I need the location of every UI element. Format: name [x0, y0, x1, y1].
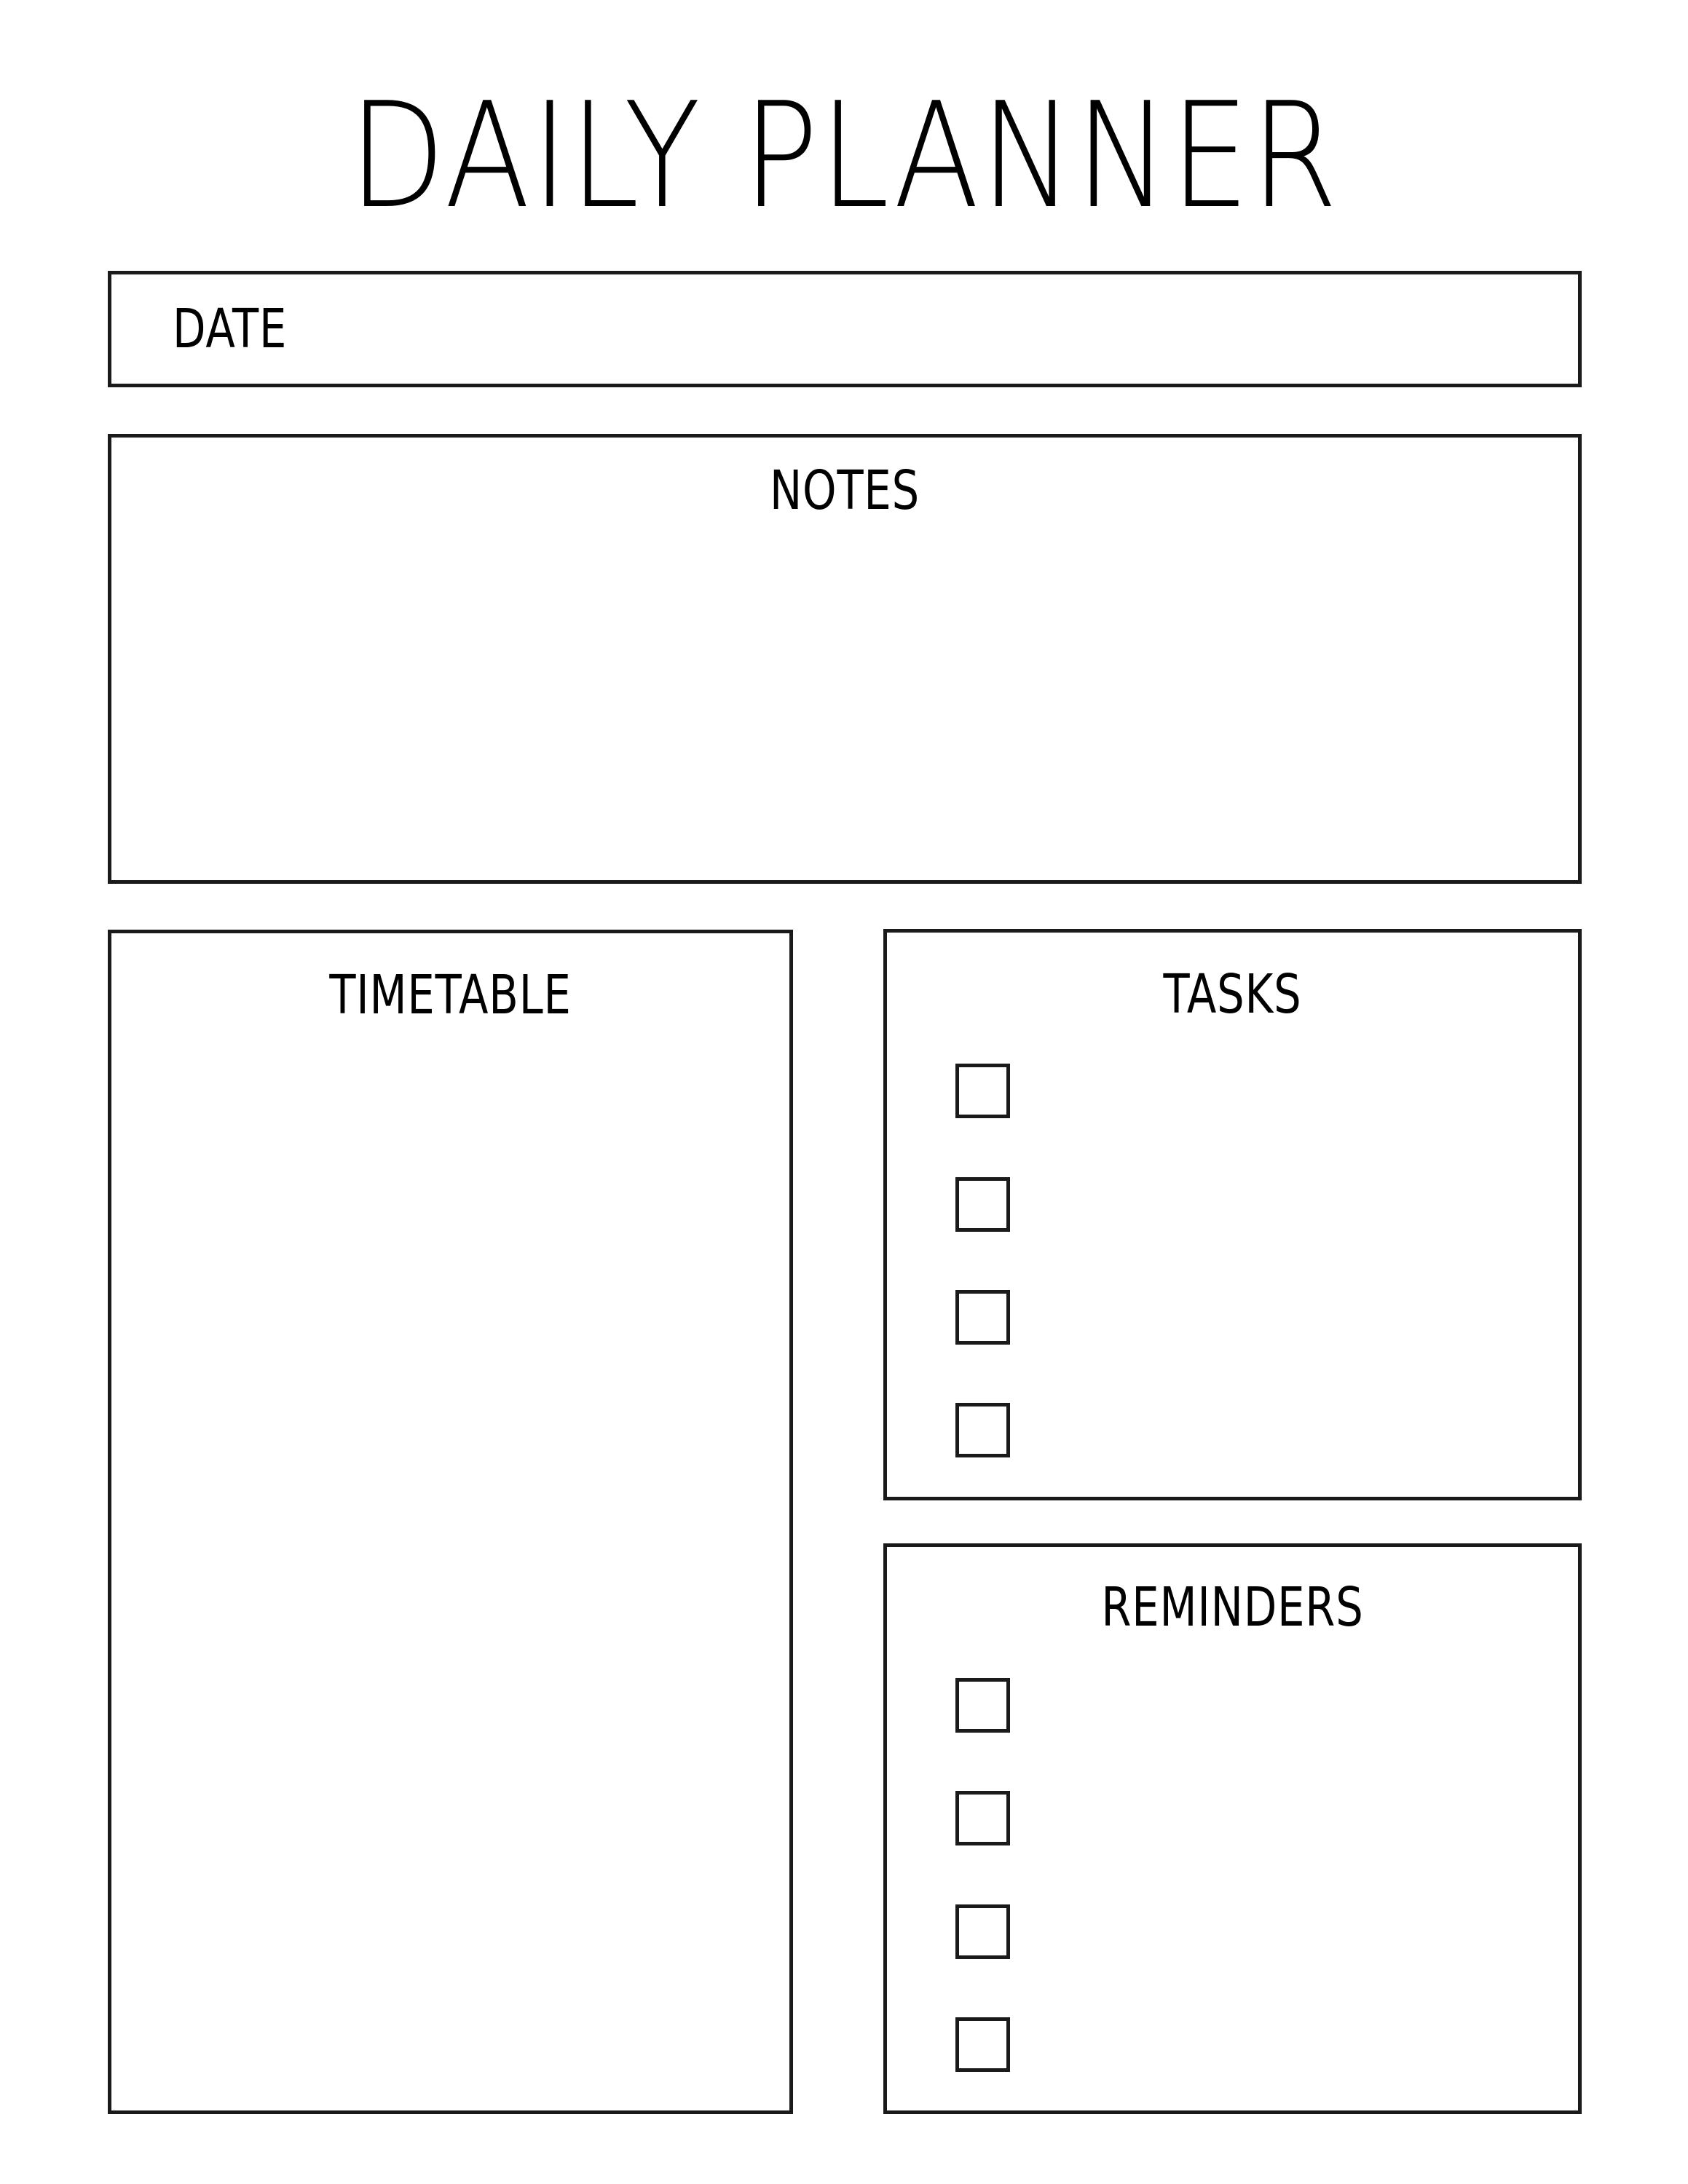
notes-section[interactable] — [108, 434, 1582, 884]
task-checkbox[interactable] — [955, 1064, 1010, 1118]
reminder-checkbox[interactable] — [955, 1678, 1010, 1733]
reminders-section — [883, 1543, 1582, 2114]
tasks-section — [883, 929, 1582, 1500]
timetable-section[interactable] — [108, 930, 793, 2114]
date-label: DATE — [173, 298, 288, 360]
page-title: DAILY PLANNER — [349, 71, 1339, 241]
reminders-heading: REMINDERS — [1101, 1576, 1364, 1639]
task-checkbox[interactable] — [955, 1177, 1010, 1232]
notes-heading: NOTES — [769, 459, 920, 522]
task-checkbox[interactable] — [955, 1290, 1010, 1345]
reminder-checkbox[interactable] — [955, 1791, 1010, 1845]
timetable-heading: TIMETABLE — [329, 964, 572, 1026]
date-field[interactable] — [108, 271, 1582, 387]
task-checkbox[interactable] — [955, 1403, 1010, 1457]
reminder-checkbox[interactable] — [955, 1904, 1010, 1959]
tasks-heading: TASKS — [1163, 963, 1302, 1026]
reminder-checkbox[interactable] — [955, 2017, 1010, 2072]
